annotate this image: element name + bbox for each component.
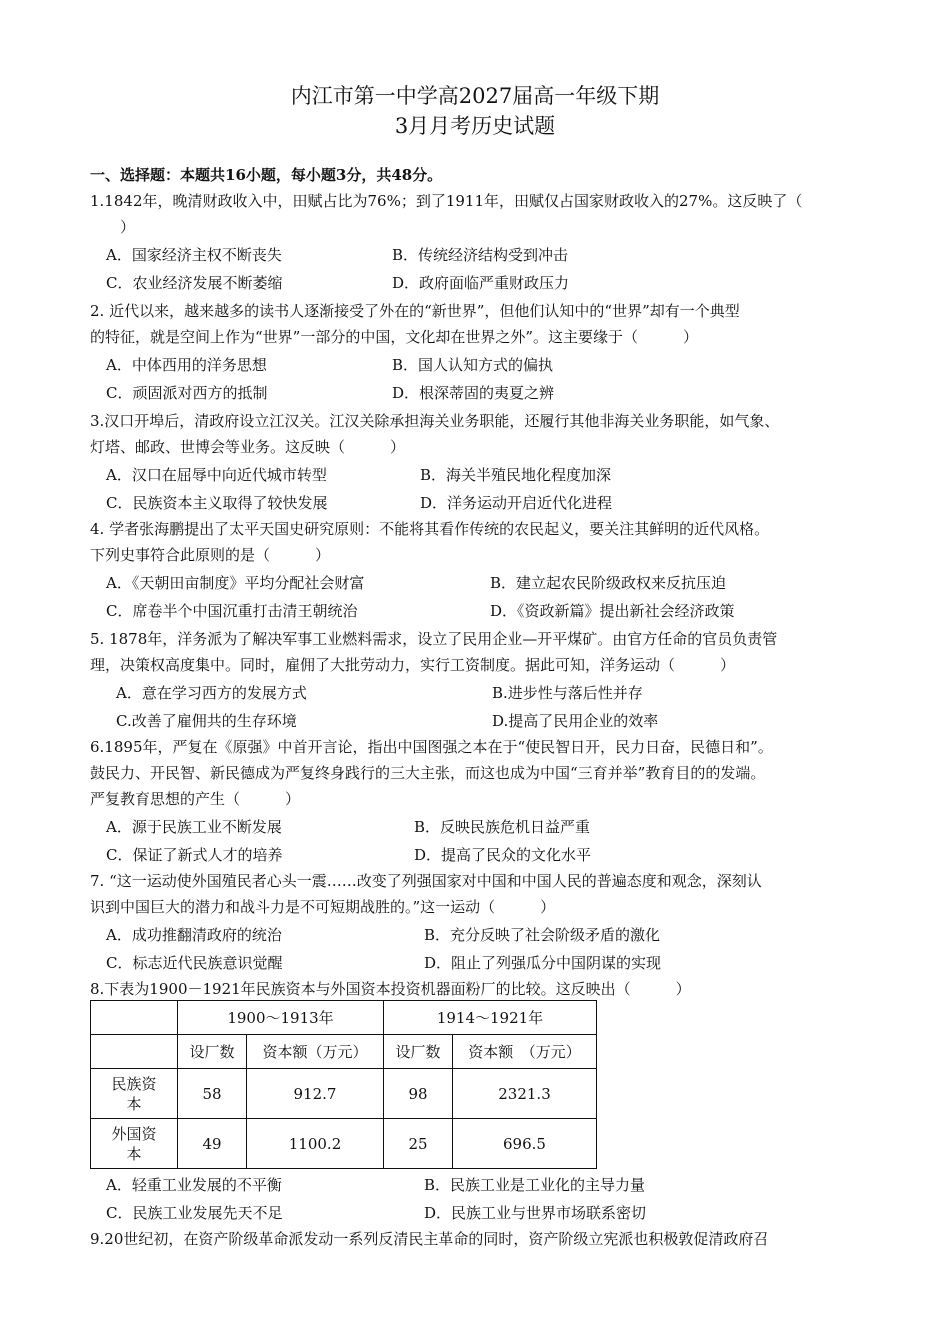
table-cell: 49	[178, 1119, 247, 1169]
table-row-label-line1: 民族资	[111, 1074, 157, 1093]
table-col-factories-2: 设厂数	[384, 1035, 453, 1069]
question-6-line-3: 严复教育思想的产生（ ）	[90, 790, 301, 808]
table-empty-cell	[91, 1035, 178, 1069]
table-row	[91, 1119, 597, 1169]
question-6-line-2: 鼓民力、开民智、新民德成为严复终身践行的三大主张，而这也成为中国“三育并举”教育目的的发端。	[90, 764, 766, 782]
table-cell: 1100.2	[247, 1119, 384, 1169]
question-1-option-a[interactable]: A．国家经济主权不断丧失	[106, 246, 282, 264]
table-col-capital-2: 资本额 （万元）	[453, 1035, 597, 1069]
question-7-line-1: 7. “这一运动使外国殖民者心头一震……改变了列强国家对中国和中国人民的普遍态度和观念，深刻认	[90, 872, 762, 890]
table-row-label-line2: 本	[126, 1144, 142, 1163]
question-8-line-1: 8.下表为1900－1921年民族资本与外国资本投资机器面粉厂的比较。这反映出（ ）	[90, 980, 691, 998]
question-8-option-d[interactable]: D．民族工业与世界市场联系密切	[424, 1204, 647, 1222]
question-7-option-b[interactable]: B．充分反映了社会阶级矛盾的激化	[424, 926, 661, 944]
question-5-option-a[interactable]: A．意在学习西方的发展方式	[116, 684, 307, 702]
table-cell: 2321.3	[453, 1069, 597, 1119]
table-cell: 58	[178, 1069, 247, 1119]
table-row-label-line1: 外国资	[111, 1124, 157, 1143]
table-period2-header: 1914～1921年	[384, 1001, 597, 1035]
question-6-option-c[interactable]: C．保证了新式人才的培养	[106, 846, 283, 864]
question-8-option-a[interactable]: A．轻重工业发展的不平衡	[106, 1176, 282, 1194]
question-7-line-2: 识到中国巨大的潜力和战斗力是不可短期战胜的。”这一运动（ ）	[90, 898, 556, 916]
table-row-label-line2: 本	[126, 1094, 142, 1113]
question-1-option-c[interactable]: C．农业经济发展不断萎缩	[106, 274, 283, 292]
question-1-line-2: ）	[120, 218, 136, 236]
table-col-factories-1: 设厂数	[178, 1035, 247, 1069]
question-8-option-c[interactable]: C．民族工业发展先天不足	[106, 1204, 283, 1222]
question-6-option-b[interactable]: B．反映民族危机日益严重	[414, 818, 591, 836]
question-5-line-1: 5. 1878年，洋务派为了解决军事工业燃料需求，设立了民用企业—开平煤矿。由官方任命的官员负责管	[90, 630, 778, 648]
capital-comparison-table	[90, 1000, 597, 1169]
table-cell: 25	[384, 1119, 453, 1169]
question-3-option-b[interactable]: B．海关半殖民地化程度加深	[420, 466, 612, 484]
question-1-line-1: 1.1842年，晚清财政收入中，田赋占比为76%；到了1911年，田赋仅占国家财政收入的27%。这反映了（	[90, 192, 803, 210]
table-corner-cell	[91, 1001, 178, 1035]
question-9-line-1: 9.20世纪初，在资产阶级革命派发动一系列反清民主革命的同时，资产阶级立宪派也积极敦促清政府召	[90, 1230, 769, 1248]
exam-title-line2: 3月月考历史试题	[394, 114, 556, 138]
question-4-option-d[interactable]: D．《资政新篇》提出新社会经济政策	[490, 602, 735, 620]
question-7-option-d[interactable]: D．阻止了列强瓜分中国阴谋的实现	[424, 954, 662, 972]
question-5-option-b[interactable]: B.进步性与落后性并存	[492, 684, 643, 702]
question-2-line-1: 2. 近代以来，越来越多的读书人逐渐接受了外在的“新世界”，但他们认知中的“世界”却有一个典型	[90, 302, 740, 320]
table-cell: 98	[384, 1069, 453, 1119]
table-col-capital-1: 资本额（万元）	[247, 1035, 384, 1069]
table-row-label	[91, 1119, 178, 1169]
table-row-label	[91, 1069, 178, 1119]
question-7-option-c[interactable]: C．标志近代民族意识觉醒	[106, 954, 283, 972]
question-4-option-b[interactable]: B．建立起农民阶级政权来反抗压迫	[490, 574, 727, 592]
question-4-option-c[interactable]: C．席卷半个中国沉重打击清王朝统治	[106, 602, 358, 620]
table-row	[91, 1069, 597, 1119]
question-2-option-b[interactable]: B．国人认知方式的偏执	[392, 356, 554, 374]
table-cell: 696.5	[453, 1119, 597, 1169]
question-6-line-1: 6.1895年，严复在《原强》中首开言论，指出中国图强之本在于“使民智日开，民力日奋，民德日和”。	[90, 738, 773, 756]
question-1-option-b[interactable]: B．传统经济结构受到冲击	[392, 246, 569, 264]
question-7-option-a[interactable]: A．成功推翻清政府的统治	[106, 926, 282, 944]
question-4-line-1: 4. 学者张海鹏提出了太平天国史研究原则：不能将其看作传统的农民起义，要关注其鲜明的近代风格。	[90, 520, 770, 538]
question-6-option-a[interactable]: A．源于民族工业不断发展	[106, 818, 282, 836]
question-2-option-d[interactable]: D．根深蒂固的夷夏之辨	[392, 384, 555, 402]
question-2-option-c[interactable]: C．顽固派对西方的抵制	[106, 384, 268, 402]
question-3-option-a[interactable]: A．汉口在屈辱中向近代城市转型	[106, 466, 327, 484]
section-heading: 一、选择题：本题共16小题，每小题3分，共48分。	[90, 166, 443, 184]
question-2-line-2: 的特征，就是空间上作为“世界”一部分的中国，文化却在世界之外”。这主要缘于（ ）	[90, 328, 699, 346]
question-3-line-2: 灯塔、邮政、世博会等业务。这反映（ ）	[90, 438, 406, 456]
question-3-option-d[interactable]: D．洋务运动开启近代化进程	[420, 494, 613, 512]
question-1-option-d[interactable]: D．政府面临严重财政压力	[392, 274, 570, 292]
table-period1-header: 1900～1913年	[178, 1001, 384, 1035]
question-5-option-d[interactable]: D.提高了民用企业的效率	[492, 712, 659, 730]
question-3-option-c[interactable]: C．民族资本主义取得了较快发展	[106, 494, 328, 512]
exam-title-line1: 内江市第一中学高2027届高一年级下期	[290, 84, 660, 108]
question-4-line-2: 下列史事符合此原则的是（ ）	[90, 546, 331, 564]
question-6-option-d[interactable]: D．提高了民众的文化水平	[414, 846, 592, 864]
table-cell: 912.7	[247, 1069, 384, 1119]
question-3-line-1: 3.汉口开埠后，清政府设立江汉关。江汉关除承担海关业务职能，还履行其他非海关业务职能，如气象、	[90, 412, 780, 430]
question-8-option-b[interactable]: B．民族工业是工业化的主导力量	[424, 1176, 646, 1194]
question-2-option-a[interactable]: A．中体西用的洋务思想	[106, 356, 267, 374]
question-5-line-2: 理，决策权高度集中。同时，雇佣了大批劳动力，实行工资制度。据此可知，洋务运动（ ）	[90, 656, 736, 674]
question-5-option-c[interactable]: C.改善了雇佣共的生存环境	[116, 712, 297, 730]
question-4-option-a[interactable]: A．《天朝田亩制度》平均分配社会财富	[106, 574, 365, 592]
